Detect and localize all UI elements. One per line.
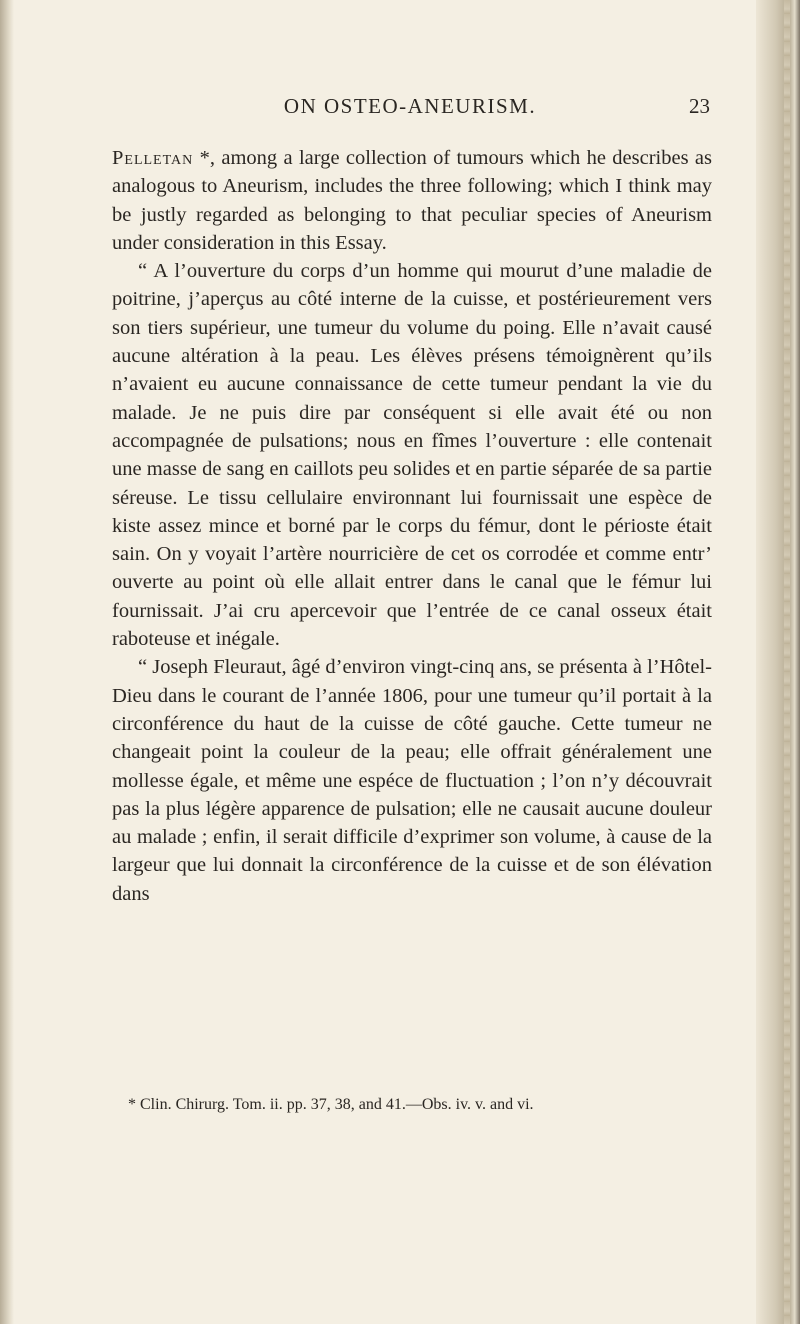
author-name: Pelletan bbox=[112, 147, 194, 169]
page-number: 23 bbox=[689, 94, 710, 118]
intro-paragraph bbox=[112, 144, 712, 257]
page-edge-shadow bbox=[756, 0, 800, 1324]
page-edge-texture bbox=[784, 0, 790, 1324]
quote-paragraph-one: “ A l’ouverture du corps d’un homme qui mourut d’une maladie de poitrine, j’aperçus au côté interne de la cuisse, et postérieurement vers son tiers supérieur, une tumeur du volume du poing. Elle n’avait causé aucune altération à la peau. Les élèves présens témoignèrent qu’ils n’avaient eu aucune connaissance de cette tumeur pendant la vie du malade. Je ne puis dire par conséquent si elle avait été ou non accompagnée de pulsations; nous en fîmes l’ouverture : elle contenait une masse de sang en caillots peu solides et en partie séparée de sa partie séreuse. Le tissu cellulaire environnant lui fournissait une espèce de kiste assez mince et borné par le corps du fémur, dont le périoste était sain. On y voyait l’artère nourricière de cet os corrodée et comme entr’ ouverte au point où elle allait entrer dans le canal que le fémur lui fournissait. J’ai cru apercevoir que l’entrée de ce canal osseux était raboteuse et inégale. bbox=[112, 260, 712, 651]
page-gutter-shadow bbox=[0, 0, 14, 1324]
page-header bbox=[110, 88, 710, 124]
body-text bbox=[112, 144, 712, 908]
footnote-marker: * bbox=[193, 147, 210, 169]
intro-text: , among a large collection of tumours which he describes as analogous to Aneurism, includes the three following; which I think may be justly regarded as belonging to that peculiar species of Aneurism under consideration in this Essay. bbox=[112, 147, 712, 254]
footnote: * Clin. Chirurg. Tom. ii. pp. 37, 38, and 41.—Obs. iv. v. and vi. bbox=[128, 1096, 534, 1113]
running-title: ON OSTEO-ANEURISM. bbox=[283, 94, 537, 118]
quote-paragraph-two: “ Joseph Fleuraut, âgé d’environ vingt-cinq ans, se présenta à l’Hôtel-Dieu dans le courant de l’année 1806, pour une tumeur qu’il portait à la circonférence du haut de la cuisse de côté gauche. Cette tumeur ne changeait point la couleur de la peau; elle offrait généralement une mollesse égale, et même une espéce de fluctuation ; l’on n’y découvrait pas la plus légère apparence de pulsation; elle ne causait aucune douleur au malade ; enfin, il serait difficile d’exprimer son volume, à cause de la largeur que lui donnait la circonférence de la cuisse et de son élévation dans bbox=[112, 656, 712, 905]
